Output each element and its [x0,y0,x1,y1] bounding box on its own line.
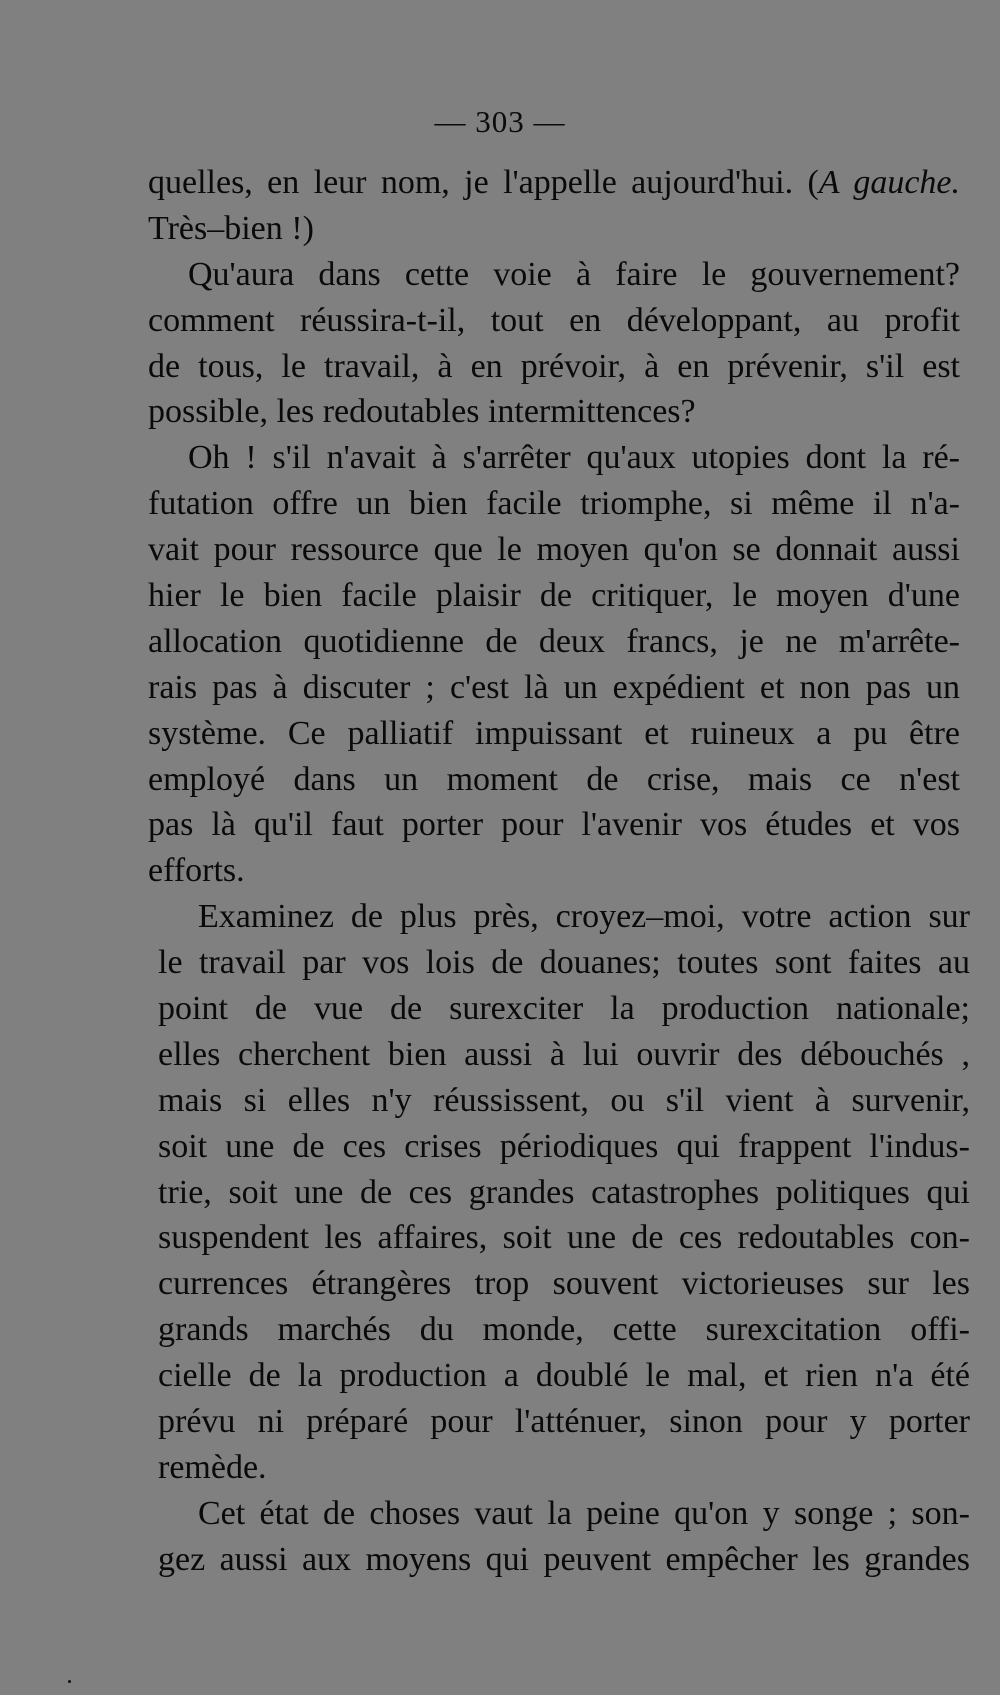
text-line: rais pas à discuter ; c'est là un expédient et non pas un [148,668,960,706]
text-line: currences étrangères trop souvent victorieuses sur les [158,1265,970,1303]
text-line: système. Ce palliatif impuissant et ruineux a pu être [148,714,960,752]
text-line: prévu ni préparé pour l'atténuer, sinon pour y porter [158,1403,970,1441]
text-line: gez aussi aux moyens qui peuvent empêcher les grandes [158,1540,970,1578]
page-number: — 303 — [434,104,566,139]
text-line: possible, les redoutables intermittences? [148,393,696,431]
print-speck [68,1680,71,1683]
text-line: Oh ! s'il n'avait à s'arrêter qu'aux utopies dont la ré- [188,439,960,477]
text-line: pas là qu'il faut porter pour l'avenir vos études et vos [148,806,960,844]
text-line: futation offre un bien facile triomphe, si même il n'a- [148,485,960,523]
text-line: de tous, le travail, à en prévoir, à en prévenir, s'il est [148,347,960,385]
text-line: le travail par vos lois de douanes; toutes sont faites au [158,944,970,982]
text-line [148,160,960,206]
text-line: Cet état de choses vaut la peine qu'on y songe ; son- [198,1494,970,1532]
text-line: efforts. [148,852,245,890]
text-line: employé dans un moment de crise, mais ce n'est [148,760,960,798]
text-line: Très–bien !) [148,209,314,247]
text-line: mais si elles n'y réussissent, ou s'il vient à survenir, [158,1081,970,1119]
text-line: remède. [158,1448,267,1486]
text-line: elles cherchent bien aussi à lui ouvrir des débouchés , [158,1035,970,1073]
text-line-content: quelles, en leur nom, je l'appelle aujourd'hui. ( [148,164,819,201]
italic-note: A gauche. [818,164,960,201]
text-line: trie, soit une de ces grandes catastrophes politiques qui [158,1173,970,1211]
text-line: allocation quotidienne de deux francs, je ne m'arrête- [148,622,960,660]
text-line: comment réussira-t-il, tout en développant, au profit [148,301,960,339]
text-line: vait pour ressource que le moyen qu'on se donnait aussi [148,531,960,569]
text-line: soit une de ces crises périodiques qui frappent l'indus- [158,1127,970,1165]
text-line: suspendent les affaires, soit une de ces redoutables con- [158,1219,970,1257]
text-line: hier le bien facile plaisir de critiquer, le moyen d'une [148,577,960,615]
text-line: grands marchés du monde, cette surexcitation offi- [158,1311,970,1349]
text-line: Qu'aura dans cette voie à faire le gouvernement? [188,255,960,293]
text-line: cielle de la production a doublé le mal, et rien n'a été [158,1357,970,1395]
page-text [148,160,970,1583]
text-line: Examinez de plus près, croyez–moi, votre action sur [198,898,970,936]
text-line: point de vue de surexciter la production nationale; [158,990,970,1028]
